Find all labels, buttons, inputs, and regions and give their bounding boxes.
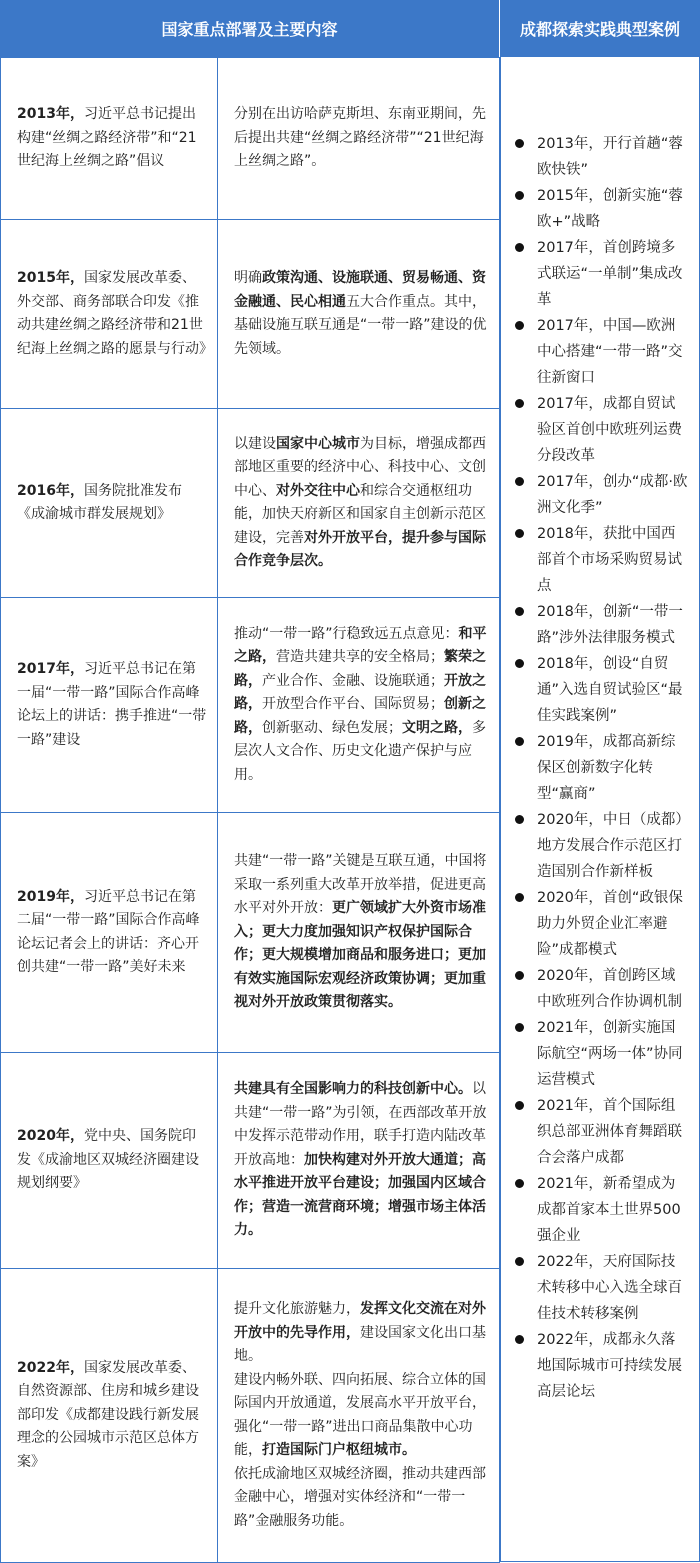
policy-cell xyxy=(1,598,218,813)
case-item xyxy=(513,131,689,183)
policy-cell xyxy=(1,1053,218,1269)
bold-text: 对外开放平台，提升参与国际合作竞争层次。 xyxy=(234,529,486,569)
case-item xyxy=(513,1015,689,1093)
case-text: 2019年，成都高新综保区创新数字化转型“赢商” xyxy=(537,734,676,802)
bullet-icon xyxy=(515,1101,524,1110)
bold-text: 对外交往中心 xyxy=(276,482,360,499)
text: 国务院批准发布《成渝城市群发展规划》 xyxy=(17,482,182,522)
case-text: 2022年，天府国际技术转移中心入选全球百佳技术转移案例 xyxy=(537,1254,682,1322)
header-left-title: 国家重点部署及主要内容 xyxy=(0,0,500,57)
table-row xyxy=(1,409,500,598)
policy-cell xyxy=(1,813,218,1053)
case-item xyxy=(513,183,689,235)
content-paragraph xyxy=(234,103,491,174)
content-paragraph xyxy=(234,1369,491,1463)
text: 国家发展改革委、自然资源部、住房和城乡建设部印发《成都建设践行新发展理念的公园城市示范区总体方案》 xyxy=(17,1359,199,1470)
text: 多层次人文合作、历史文化遗产保护与应用。 xyxy=(234,719,486,783)
text: 和综合交通枢纽功能，加快天府新区和国家自主创新示范区建设，完善 xyxy=(234,482,486,546)
bullet-icon xyxy=(515,893,524,902)
case-text: 2021年，新希望成为成都首家本土世界500强企业 xyxy=(537,1176,681,1244)
bold-text: 2013年， xyxy=(17,106,84,123)
case-text: 2018年，创新“一带一路”涉外法律服务模式 xyxy=(537,604,683,646)
text: 创新驱动、绿色发展； xyxy=(262,719,402,736)
bold-text: 2017年， xyxy=(17,661,84,677)
bullet-icon xyxy=(515,321,524,330)
text: 推动“一带一路”行稳致远五点意见： xyxy=(234,625,459,642)
case-text: 2018年，获批中国西部首个市场采购贸易试点 xyxy=(537,526,682,594)
text: 提升文化旅游魅力， xyxy=(234,1301,360,1317)
text: 以建设 xyxy=(234,435,276,452)
case-item xyxy=(513,1249,689,1327)
text: 习近平总书记在第二届“一带一路”国际合作高峰论坛记者会上的讲话：齐心开创共建“一带一路”美好未来 xyxy=(17,888,200,975)
case-text: 2017年，中国—欧洲中心搭建“一带一路”交往新窗口 xyxy=(537,318,683,386)
table-row xyxy=(1,598,500,813)
text: 依托成渝地区双城经济圈，推动共建西部金融中心，增强对实体经济和“一带一路”金融服务功能。 xyxy=(234,1465,486,1529)
text: 共建“一带一路”关键是互联互通，中国将采取一系列重大改革开放举措，促进更高水平对外开放： xyxy=(234,853,487,917)
table-row xyxy=(1,1053,500,1269)
text: 以共建“一带一路”为引领，在西部改革开放中发挥示范带动作用，联手打造内陆改革开放高地： xyxy=(234,1081,487,1168)
case-item xyxy=(513,963,689,1015)
bullet-icon xyxy=(515,815,524,824)
case-text: 2020年，中日（成都）地方发展合作示范区打造国别合作新样板 xyxy=(537,812,683,880)
bold-text: 2020年， xyxy=(17,1128,84,1145)
bold-text: 2019年， xyxy=(17,888,84,905)
case-item xyxy=(513,1171,689,1249)
bullet-icon xyxy=(515,607,524,616)
bullet-icon xyxy=(515,1023,524,1032)
bullet-icon xyxy=(515,399,524,408)
content-cell xyxy=(218,220,500,409)
content-paragraph xyxy=(234,1298,491,1369)
case-text: 2020年，首创“政银保助力外贸企业汇率避险”成都模式 xyxy=(537,890,683,958)
content-paragraph xyxy=(234,1463,491,1534)
bullet-icon xyxy=(515,191,524,200)
content-paragraph xyxy=(234,623,491,788)
case-text: 2021年，创新实施国际航空“两场一体”协同运营模式 xyxy=(537,1020,683,1088)
table-row xyxy=(1,813,500,1053)
case-item xyxy=(513,599,689,651)
bold-text: 2015年， xyxy=(17,270,84,286)
case-text: 2020年，首创跨区域中欧班列合作协调机制 xyxy=(537,968,682,1010)
bold-text: 共建具有全国影响力的科技创新中心。 xyxy=(234,1081,472,1098)
text: 分别在出访哈萨克斯坦、东南亚期间，先后提出共建“丝绸之路经济带”“21世纪海上丝绸之路”。 xyxy=(234,106,486,170)
case-item xyxy=(513,469,689,521)
bullet-icon xyxy=(515,737,524,746)
text: 建设国家文化出口基地。 xyxy=(234,1324,486,1364)
text: 产业合作、金融、设施联通； xyxy=(262,672,444,689)
text: 建设内畅外联、四向拓展、综合立体的国际国内开放通道，发展高水平开放平台，强化“一带一路”进出口商品集散中心功能， xyxy=(234,1371,486,1458)
case-text: 2017年，创办“成都·欧洲文化季” xyxy=(537,474,688,516)
policy-cell xyxy=(1,409,218,598)
text: 为目标，增强成都西部地区重要的经济中心、科技中心、文创中心、 xyxy=(234,435,486,499)
text: 营造共建共享的安全格局； xyxy=(276,649,444,666)
case-item xyxy=(513,521,689,599)
bold-text: 打造国际门户枢纽城市。 xyxy=(262,1442,416,1458)
bold-text: 更广领域扩大外资市场准入；更大力度加强知识产权保护国际合作；更大规模增加商品和服务进口；更加有效实施国际宏观经济政策协调；更加重视对外开放政策贯彻落实。 xyxy=(234,900,486,1011)
case-text: 2017年，首创跨境多式联运“一单制”集成改革 xyxy=(537,240,683,308)
bullet-icon xyxy=(515,659,524,668)
case-text: 2021年，首个国际组织总部亚洲体育舞蹈联合会落户成都 xyxy=(537,1098,682,1166)
case-item xyxy=(513,885,689,963)
bold-text: 政策沟通、设施联通、贸易畅通、资金融通、民心相通 xyxy=(234,270,486,310)
bold-text: 开放之路， xyxy=(234,672,486,713)
bullet-icon xyxy=(515,529,524,538)
bold-text: 2016年， xyxy=(17,482,84,499)
text: 五大合作重点。其中，基础设施互联互通是“一带一路”建设的优先领域。 xyxy=(234,293,487,357)
cases-panel xyxy=(500,57,700,1562)
bullet-icon xyxy=(515,1257,524,1266)
policy-cell xyxy=(1,58,218,220)
cases-list xyxy=(501,57,699,1405)
bold-text: 加快构建对外开放大通道；高水平推进开放平台建设；加强国内区域合作；营造一流营商环境；增强市场主体活力。 xyxy=(234,1151,486,1239)
bold-text: 国家中心城市 xyxy=(276,435,360,452)
bold-text: 繁荣之路， xyxy=(234,649,486,689)
text: 国家发展改革委、外交部、商务部联合印发《推动共建丝绸之路经济带和21世纪海上丝绸之路的愿景与行动》 xyxy=(17,270,213,357)
bold-text: 发挥文化交流在对外开放中的先导作用， xyxy=(234,1301,486,1341)
case-item xyxy=(513,235,689,313)
text: 习近平总书记提出构建“丝绸之路经济带”和“21世纪海上丝绸之路”倡议 xyxy=(17,106,197,170)
bold-text: 文明之路， xyxy=(402,719,472,736)
bullet-icon xyxy=(515,243,524,252)
table-row xyxy=(1,220,500,409)
case-text: 2017年，成都自贸试验区首创中欧班列运费分段改革 xyxy=(537,396,682,464)
bold-text: 创新之路， xyxy=(234,696,486,736)
policy-cell xyxy=(1,1269,218,1563)
case-item xyxy=(513,1327,689,1405)
content-paragraph xyxy=(234,433,491,574)
content-paragraph xyxy=(234,1078,491,1243)
case-item xyxy=(513,729,689,807)
case-item xyxy=(513,807,689,885)
bullet-icon xyxy=(515,477,524,486)
content-cell xyxy=(218,1269,500,1563)
policy-table xyxy=(0,57,500,1563)
content-cell xyxy=(218,409,500,598)
case-item xyxy=(513,651,689,729)
bullet-icon xyxy=(515,971,524,980)
bold-text: 2022年， xyxy=(17,1359,84,1376)
table-row xyxy=(1,1269,500,1563)
case-text: 2018年，创设“自贸通”入选自贸试验区“最佳实践案例” xyxy=(537,656,683,724)
text: 开放型合作平台、国际贸易； xyxy=(262,696,444,713)
policy-cell xyxy=(1,220,218,409)
bullet-icon xyxy=(515,139,524,148)
bold-text: 和平之路， xyxy=(234,625,487,666)
case-text: 2022年，成都永久落地国际城市可持续发展高层论坛 xyxy=(537,1332,682,1400)
content-cell xyxy=(218,58,500,220)
bullet-icon xyxy=(515,1335,524,1344)
case-item xyxy=(513,313,689,391)
content-paragraph xyxy=(234,850,491,1015)
content-cell xyxy=(218,598,500,813)
text: 习近平总书记在第一届“一带一路”国际合作高峰论坛上的讲话：携手推进“一带一路”建设 xyxy=(17,661,207,748)
bullet-icon xyxy=(515,1179,524,1188)
text: 党中央、国务院印发《成渝地区双城经济圈建设规划纲要》 xyxy=(17,1128,199,1192)
case-item xyxy=(513,391,689,469)
case-text: 2013年，开行首趟“蓉欧快铁” xyxy=(537,136,683,178)
content-cell xyxy=(218,1053,500,1269)
case-text: 2015年，创新实施“蓉欧+”战略 xyxy=(537,188,683,230)
table-row xyxy=(1,58,500,220)
content-cell xyxy=(218,813,500,1053)
case-item xyxy=(513,1093,689,1171)
text: 明确 xyxy=(234,270,262,286)
header-right-title: 成都探索实践典型案例 xyxy=(500,0,700,57)
content-paragraph xyxy=(234,267,491,361)
